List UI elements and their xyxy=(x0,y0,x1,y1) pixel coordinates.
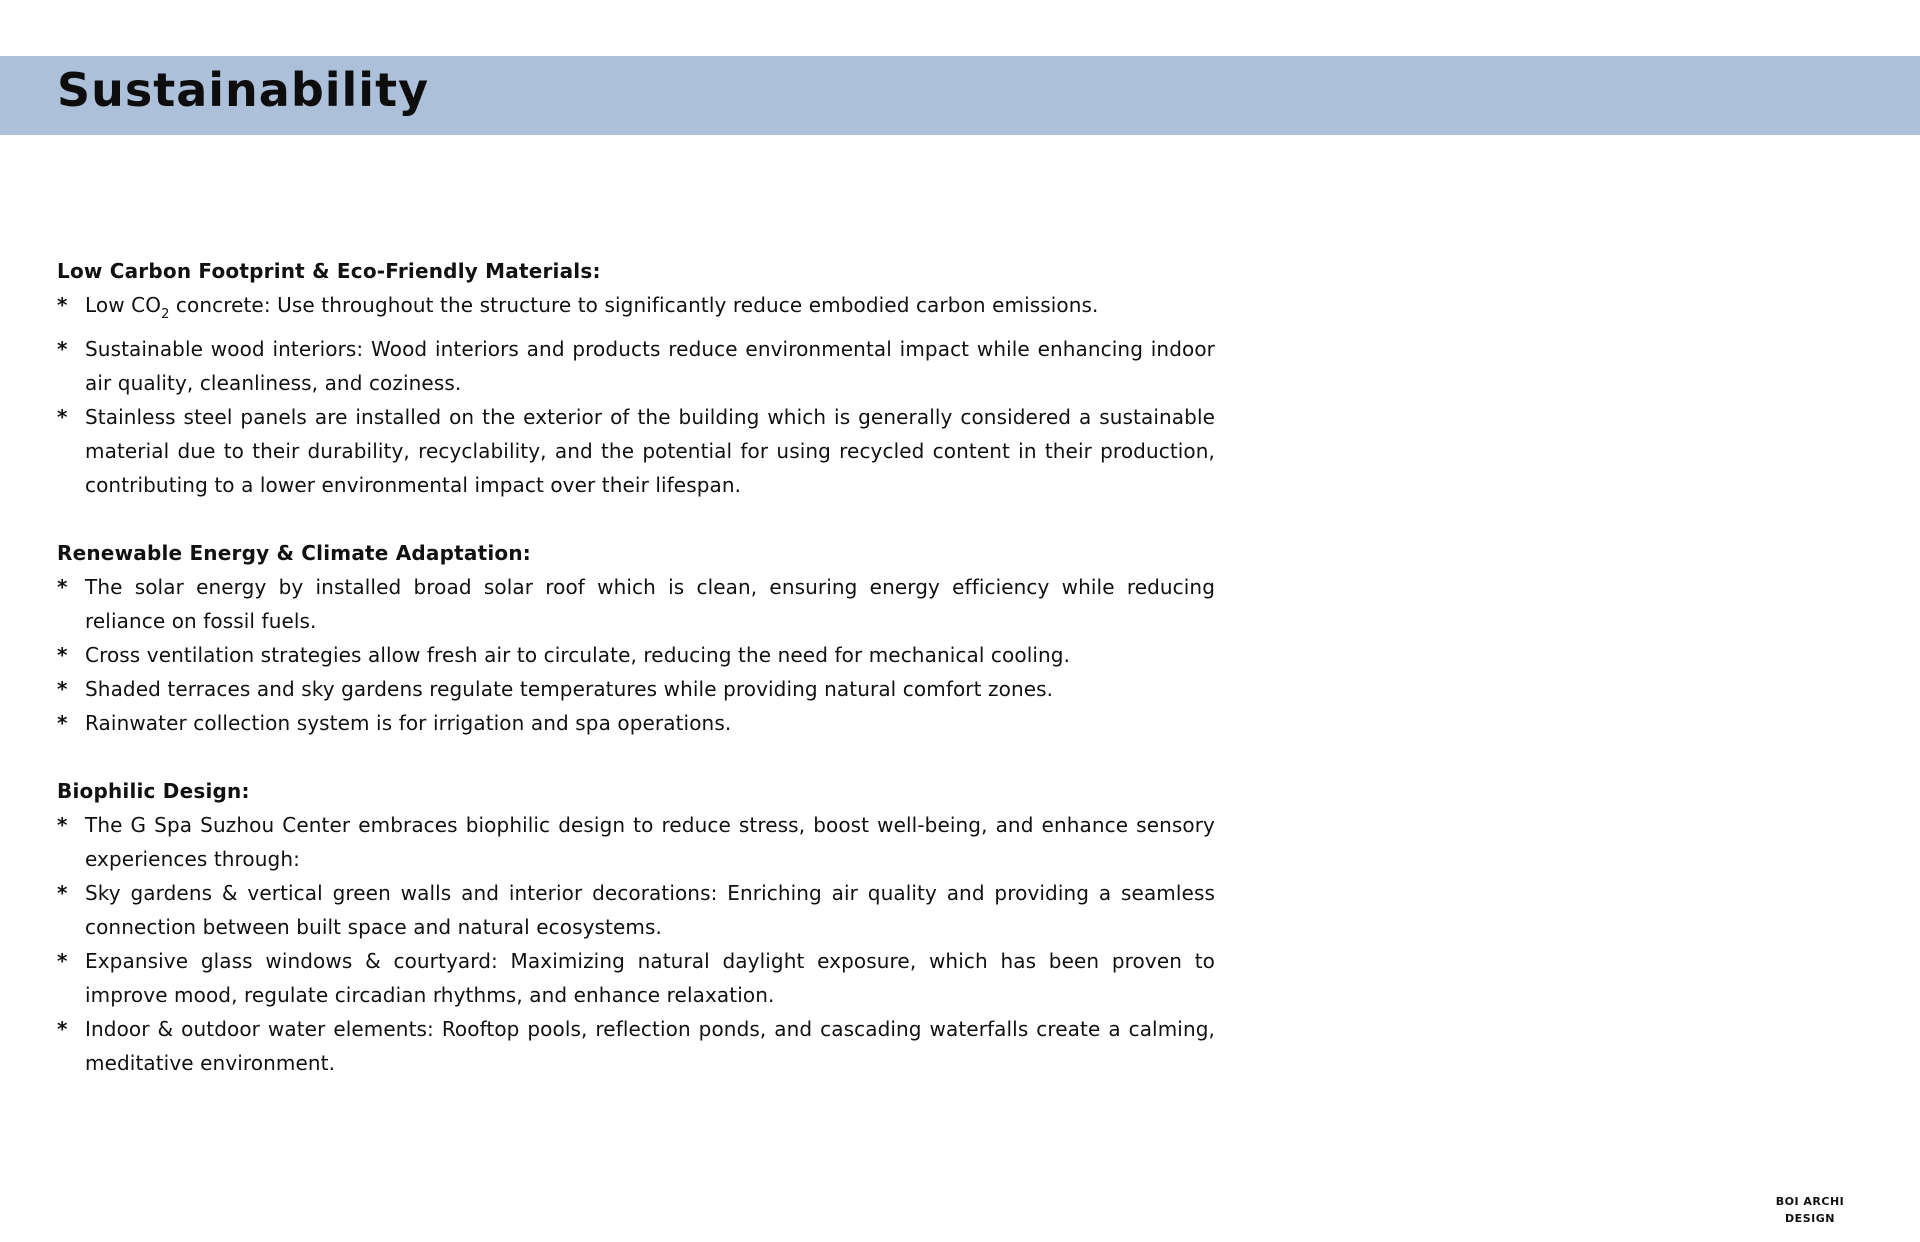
bullet-symbol: * xyxy=(57,813,68,837)
item-text: concrete: Use throughout the structure to significantly reduce embodied carbon emissions. xyxy=(169,293,1099,317)
item-text: Stainless steel panels are installed on the exterior of the building which is generally considered a sustainable material due to their durability, recyclability, and the potential for using recycled content in their production, contributing to a lower environmental impact over their lifespan. xyxy=(85,405,1215,497)
subscript-2: 2 xyxy=(161,307,170,322)
bullet-symbol: * xyxy=(57,405,68,429)
item-text: Sustainable wood interiors: Wood interiors and products reduce environmental impact while enhancing indoor air quality, cleanliness, and coziness. xyxy=(85,337,1215,395)
list-item xyxy=(57,1012,1215,1080)
bullet-symbol: * xyxy=(57,337,68,361)
bullet-symbol: * xyxy=(57,677,68,701)
list-item xyxy=(57,570,1215,638)
item-text-prefix: Low CO xyxy=(85,293,162,317)
item-text: Cross ventilation strategies allow fresh air to circulate, reducing the need for mechanical cooling. xyxy=(85,643,1071,667)
section-biophilic-design xyxy=(57,774,1215,1080)
list-item xyxy=(57,944,1215,1012)
bullet-symbol: * xyxy=(57,643,68,667)
item-text: Shaded terraces and sky gardens regulate temperatures while providing natural comfort zones. xyxy=(85,677,1054,701)
bullet-symbol: * xyxy=(57,711,68,735)
list-item xyxy=(57,400,1215,502)
section-low-carbon xyxy=(57,254,1215,502)
logo-line-1: BOI ARCHI xyxy=(1775,1195,1845,1208)
list-item xyxy=(57,672,1215,706)
item-text: Sky gardens & vertical green walls and interior decorations: Enriching air quality and providing a seamless connection between built space and natural ecosystems. xyxy=(85,881,1215,939)
bullet-symbol: * xyxy=(57,881,68,905)
list-item xyxy=(57,706,1215,740)
page-title: Sustainability xyxy=(57,63,430,117)
content-body xyxy=(57,254,1215,1114)
bullet-symbol: * xyxy=(57,293,68,317)
bullet-symbol: * xyxy=(57,575,68,599)
item-text: The G Spa Suzhou Center embraces biophilic design to reduce stress, boost well-being, and enhance sensory experiences through: xyxy=(85,813,1215,871)
item-text: The solar energy by installed broad solar roof which is clean, ensuring energy efficiency while reducing reliance on fossil fuels. xyxy=(85,575,1215,633)
list-item xyxy=(57,876,1215,944)
section-heading: Low Carbon Footprint & Eco-Friendly Materials: xyxy=(57,259,601,283)
section-heading: Renewable Energy & Climate Adaptation: xyxy=(57,541,531,565)
item-text: Rainwater collection system is for irrigation and spa operations. xyxy=(85,711,732,735)
brand-logo xyxy=(1770,1193,1850,1227)
section-heading: Biophilic Design: xyxy=(57,779,250,803)
list-item xyxy=(57,638,1215,672)
bullet-list xyxy=(57,570,1215,740)
list-item xyxy=(57,288,1215,332)
bullet-symbol: * xyxy=(57,1017,68,1041)
bullet-list xyxy=(57,288,1215,502)
item-text: Indoor & outdoor water elements: Rooftop pools, reflection ponds, and cascading waterfalls create a calming, meditative environment. xyxy=(85,1017,1215,1075)
section-renewable-energy xyxy=(57,536,1215,740)
list-item xyxy=(57,808,1215,876)
bullet-list xyxy=(57,808,1215,1080)
logo-line-2: DESIGN xyxy=(1785,1212,1835,1225)
item-text: Expansive glass windows & courtyard: Maximizing natural daylight exposure, which has been proven to improve mood, regulate circadian rhythms, and enhance relaxation. xyxy=(85,949,1215,1007)
bullet-symbol: * xyxy=(57,949,68,973)
list-item xyxy=(57,332,1215,400)
